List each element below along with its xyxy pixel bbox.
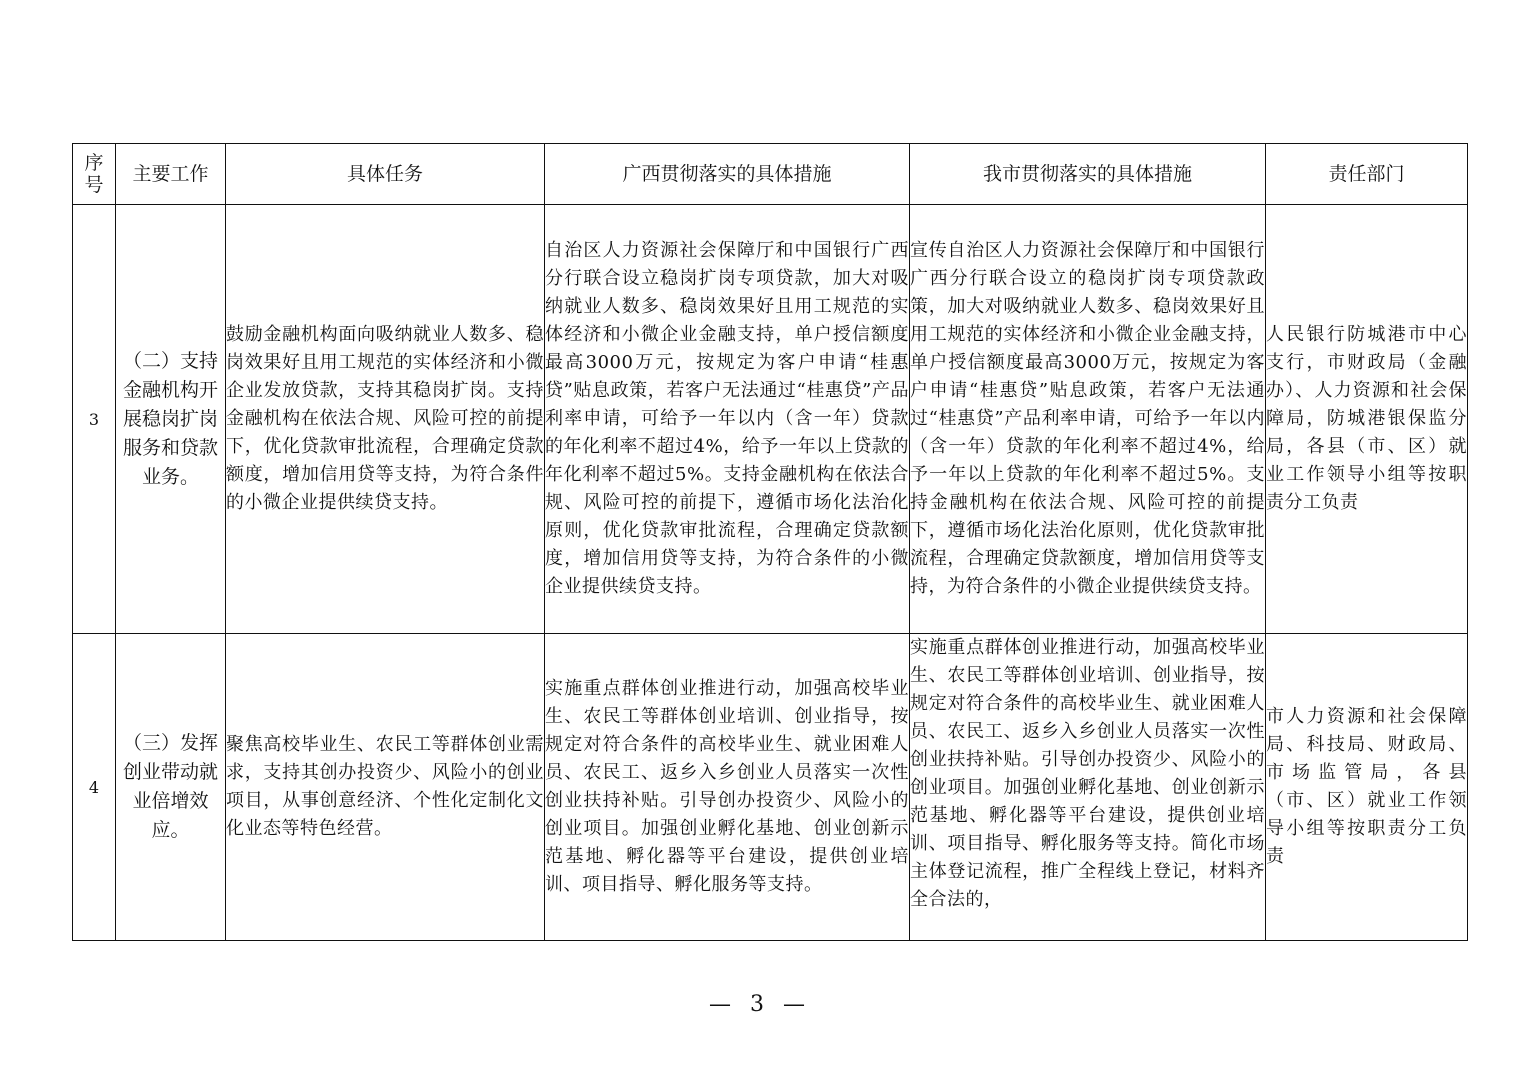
page-number: — 3 —: [709, 992, 811, 1017]
table-row: [73, 205, 1468, 634]
row-city-measures: 实施重点群体创业推进行动，加强高校毕业生、农民工等群体创业培训、创业指导，按规定对符合条件的高校毕业生、就业困难人员、农民工、返乡入乡创业人员落实一次性创业扶持补贴。引导创办投资少、风险小的创业项目。加强创业孵化基地、创业创新示范基地、孵化器等平台建设，提供创业培训、项目指导、孵化服务等支持。简化市场主体登记流程，推广全程线上登记，材料齐全合法的，: [910, 637, 1265, 910]
policy-table: [72, 143, 1468, 941]
header-work: 主要工作: [116, 144, 226, 205]
header-guangxi: 广西贯彻落实的具体措施: [545, 144, 910, 205]
row-main-work: （二）支持金融机构开展稳岗扩岗服务和贷款业务。: [116, 205, 226, 634]
table-row: [73, 634, 1468, 941]
row-responsible-dept: 市人力资源和社会保障局、科技局、财政局、市场监管局，各县（市、区）就业工作领导小组等按职责分工负责: [1266, 634, 1468, 941]
header-dept: 责任部门: [1266, 144, 1468, 205]
row-seq: 4: [73, 634, 116, 941]
row-city-measures: 宣传自治区人力资源社会保障厅和中国银行广西分行联合设立的稳岗扩岗专项贷款政策，加大对吸纳就业人数多、稳岗效果好且用工规范的实体经济和小微企业金融支持，单户授信额度最高3000万元，按规定为客户申请“桂惠贷”贴息政策，若客户无法通过“桂惠贷”产品利率申请，可给予一年以内（含一年）贷款的年化利率不超过4%，给予一年以上贷款的年化利率不超过5%。支持金融机构在依法合规、风险可控的前提下，遵循市场化法治化原则，优化贷款审批流程，合理确定贷款额度，增加信用贷等支持，为符合条件的小微企业提供续贷支持。: [910, 205, 1266, 634]
row-task: 鼓励金融机构面向吸纳就业人数多、稳岗效果好且用工规范的实体经济和小微企业发放贷款，支持其稳岗扩岗。支持金融机构在依法合规、风险可控的前提下，优化贷款审批流程，合理确定贷款额度，增加信用贷等支持，为符合条件的小微企业提供续贷支持。: [226, 205, 545, 634]
header-task: 具体任务: [226, 144, 545, 205]
row-city-measures-cell: [910, 634, 1266, 941]
row-guangxi-measures: 自治区人力资源社会保障厅和中国银行广西分行联合设立稳岗扩岗专项贷款，加大对吸纳就业人数多、稳岗效果好且用工规范的实体经济和小微企业金融支持，单户授信额度最高3000万元，按规定为客户申请“桂惠贷”贴息政策，若客户无法通过“桂惠贷”产品利率申请，可给予一年以内（含一年）贷款的年化利率不超过4%，给予一年以上贷款的年化利率不超过5%。支持金融机构在依法合规、风险可控的前提下，遵循市场化法治化原则，优化贷款审批流程，合理确定贷款额度，增加信用贷等支持，为符合条件的小微企业提供续贷支持。: [545, 205, 910, 634]
header-row: [73, 144, 1468, 205]
row-seq: 3: [73, 205, 116, 634]
header-seq: 序号: [73, 144, 116, 205]
row-task: 聚焦高校毕业生、农民工等群体创业需求，支持其创办投资少、风险小的创业项目，从事创意经济、个性化定制化文化业态等特色经营。: [226, 634, 545, 941]
row-responsible-dept: 人民银行防城港市中心支行，市财政局（金融办）、人力资源和社会保障局，防城港银保监分局，各县（市、区）就业工作领导小组等按职责分工负责: [1266, 205, 1468, 634]
header-city: 我市贯彻落实的具体措施: [910, 144, 1266, 205]
row-main-work: （三）发挥创业带动就业倍增效应。: [116, 634, 226, 941]
row-guangxi-measures: 实施重点群体创业推进行动，加强高校毕业生、农民工等群体创业培训、创业指导，按规定对符合条件的高校毕业生、就业困难人员、农民工、返乡入乡创业人员落实一次性创业扶持补贴。引导创办投资少、风险小的创业项目。加强创业孵化基地、创业创新示范基地、孵化器等平台建设，提供创业培训、项目指导、孵化服务等支持。: [545, 634, 910, 941]
